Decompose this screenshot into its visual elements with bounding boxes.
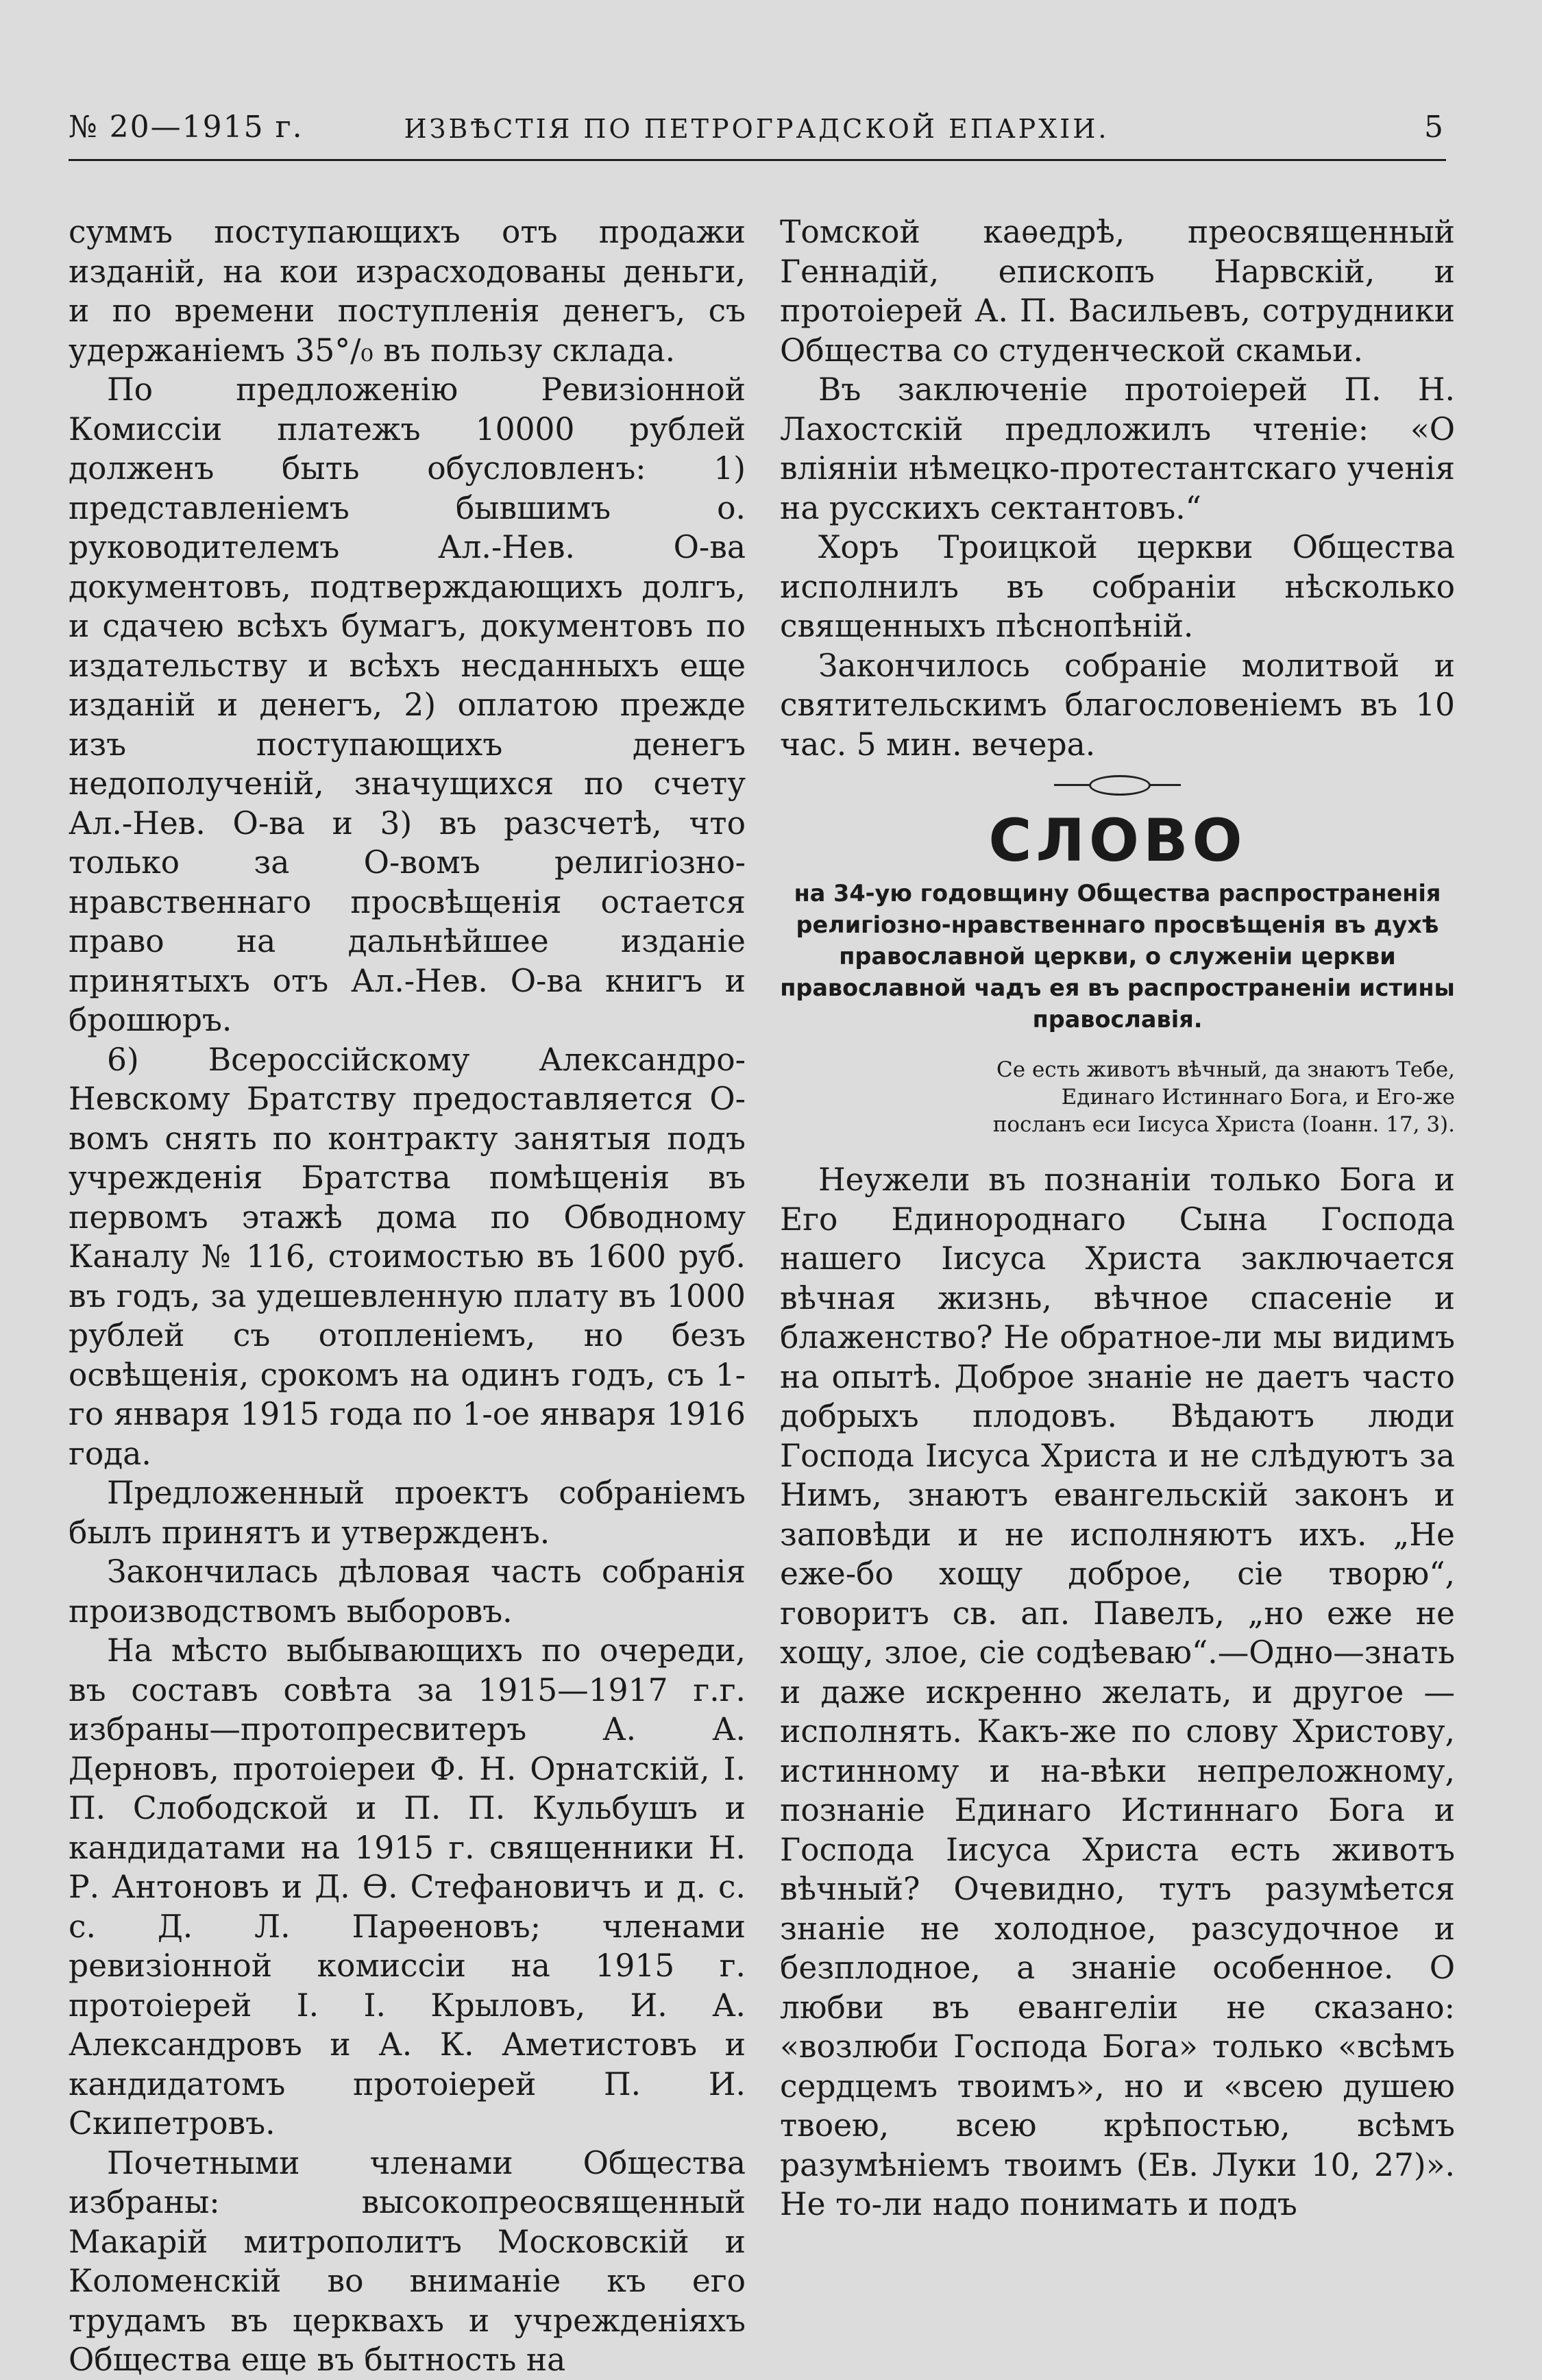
paragraph: Почетными членами Общества избраны: высокопреосвященный Макарій митрополитъ Московскій и Коломенскій во вниманіе къ его трудамъ въ церквахъ и учрежденіяхъ Общества еще въ бытность на: [69, 2144, 746, 2378]
left-column: [69, 212, 746, 2380]
page-number: 5: [1424, 110, 1445, 145]
epigraph: Се есть животъ вѣчный, да знаютъ Тебе, Единаго Истиннаго Бога, и Его-же посланъ еси Іисуса Христа (Іоанн. 17, 3).: [992, 1057, 1455, 1137]
section-ornament: [780, 764, 1455, 805]
paragraph: Томской каѳедрѣ, преосвященный Геннадій, епископъ Нарвскій, и протоіерей А. П. Васильевъ, сотрудники Общества со студенческой скамьи.: [780, 214, 1455, 369]
paragraph: Хоръ Троицкой церкви Общества исполнилъ въ собраніи нѣсколько священныхъ пѣснопѣній.: [780, 529, 1455, 644]
paragraph: 6) Всероссійскому Александро-Невскому Братству предоставляется О-вомъ снять по контракту занятыя подъ учрежденія Братства помѣщенія въ первомъ этажѣ дома по Обводному Каналу № 116, стоимостью въ 1600 руб. въ годъ, за удешевленную плату въ 1000 рублей съ отопленіемъ, но безъ освѣщенія, срокомъ на одинъ годъ, съ 1-го января 1915 года по 1-ое января 1916 года.: [69, 1041, 746, 1472]
journal-title: ИЗВѢСТІЯ ПО ПЕТРОГРАДСКОЙ ЕПАРХІИ.: [404, 114, 1110, 144]
right-column: [780, 212, 1455, 2224]
sermon-subtitle: на 34-ую годовщину Общества распространенія религіозно-нравственнаго просвѣщенія въ духѣ православной церкви, о служеніи церкви православной чадъ ея въ распространеніи истины православія.: [780, 880, 1455, 1033]
ornament-knot-icon: [1089, 775, 1151, 796]
paragraph: По предложенію Ревизіонной Комиссіи платежъ 10000 рублей долженъ быть обусловленъ: 1) представленіемъ бывшимъ о. руководителемъ Ал.-Нев. О-ва документовъ, подтверждающихъ долгъ, и сдачею всѣхъ бумагъ, документовъ по издательству и всѣхъ несданныхъ еще изданій и денегъ, 2) оплатою прежде изъ поступающихъ денегъ недополученій, значущихся по счету Ал.-Нев. О-ва и 3) въ разсчетѣ, что только за О-вомъ религіозно-нравственнаго просвѣщенія остается право на дальнѣйшее изданіе принятыхъ отъ Ал.-Нев. О-ва книгъ и брошюръ.: [69, 371, 746, 1038]
paragraph: Предложенный проектъ собраніемъ былъ принятъ и утвержденъ.: [69, 1475, 746, 1551]
sermon-title: СЛОВО: [988, 807, 1247, 875]
paragraph: Закончилась дѣловая часть собранія производствомъ выборовъ.: [69, 1554, 746, 1630]
issue-number: № 20—1915 г.: [69, 110, 304, 145]
paragraph: Неужели въ познаніи только Бога и Его Единороднаго Сына Господа нашего Іисуса Христа заключается вѣчная жизнь, вѣчное спасеніе и блаженство? Не обратное-ли мы видимъ на опытѣ. Доброе знаніе не даетъ часто добрыхъ плодовъ. Вѣдаютъ люди Господа Іисуса Христа и не слѣдуютъ за Нимъ, знаютъ евангельскій законъ и заповѣди и не исполняютъ ихъ. „Не еже-бо хощу доброе, сіе творю“, говоритъ св. ап. Павелъ, „но еже не хощу, злое, сіе содѣеваю“.—Одно—знать и даже искренно желать, и другое — исполнять. Какъ-же по слову Христову, истинному и на-вѣки непреложному, познаніе Единаго Истиннаго Бога и Господа Іисуса Христа есть животъ вѣчный? Очевидно, тутъ разумѣется знаніе не холодное, разсудочное и безплодное, а знаніе особенное. О любви въ евангеліи не сказано: «возлюби Господа Бога» только «всѣмъ сердцемъ твоимъ», но и «всею душею твоею, всею крѣпостью, всѣмъ разумѣніемъ твоимъ (Ев. Луки 10, 27)». Не то-ли надо понимать и подъ: [780, 1162, 1455, 2222]
paragraph: На мѣсто выбывающихъ по очереди, въ составъ совѣта за 1915—1917 г.г. избраны—протопресвитеръ А. А. Дерновъ, протоіереи Ф. Н. Орнатскій, І. П. Слободской и П. П. Кульбушъ и кандидатами на 1915 г. священники Н. Р. Антоновъ и Д. Ѳ. Стефановичъ и д. с. с. Д. Л. Парѳеновъ; членами ревизіонной комиссіи на 1915 г. протоіерей І. І. Крыловъ, И. А. Александровъ и А. К. Аметистовъ и кандидатомъ протоіерей П. И. Скипетровъ.: [69, 1632, 746, 2142]
paragraph: Закончилось собраніе молитвой и святительскимъ благословеніемъ въ 10 час. 5 мин. вечера.: [780, 647, 1455, 763]
header-rule: [69, 159, 1446, 161]
paragraph: суммъ поступающихъ отъ продажи изданій, на кои израсходованы деньги, и по времени поступленія денегъ, съ удержаніемъ 35°/₀ въ пользу склада.: [69, 214, 746, 369]
paragraph: Въ заключеніе протоіерей П. Н. Лахостскій предложилъ чтеніе: «О вліяніи нѣмецко-протестантскаго ученія на русскихъ сектантовъ.“: [780, 371, 1455, 526]
page-header: [69, 110, 1445, 151]
